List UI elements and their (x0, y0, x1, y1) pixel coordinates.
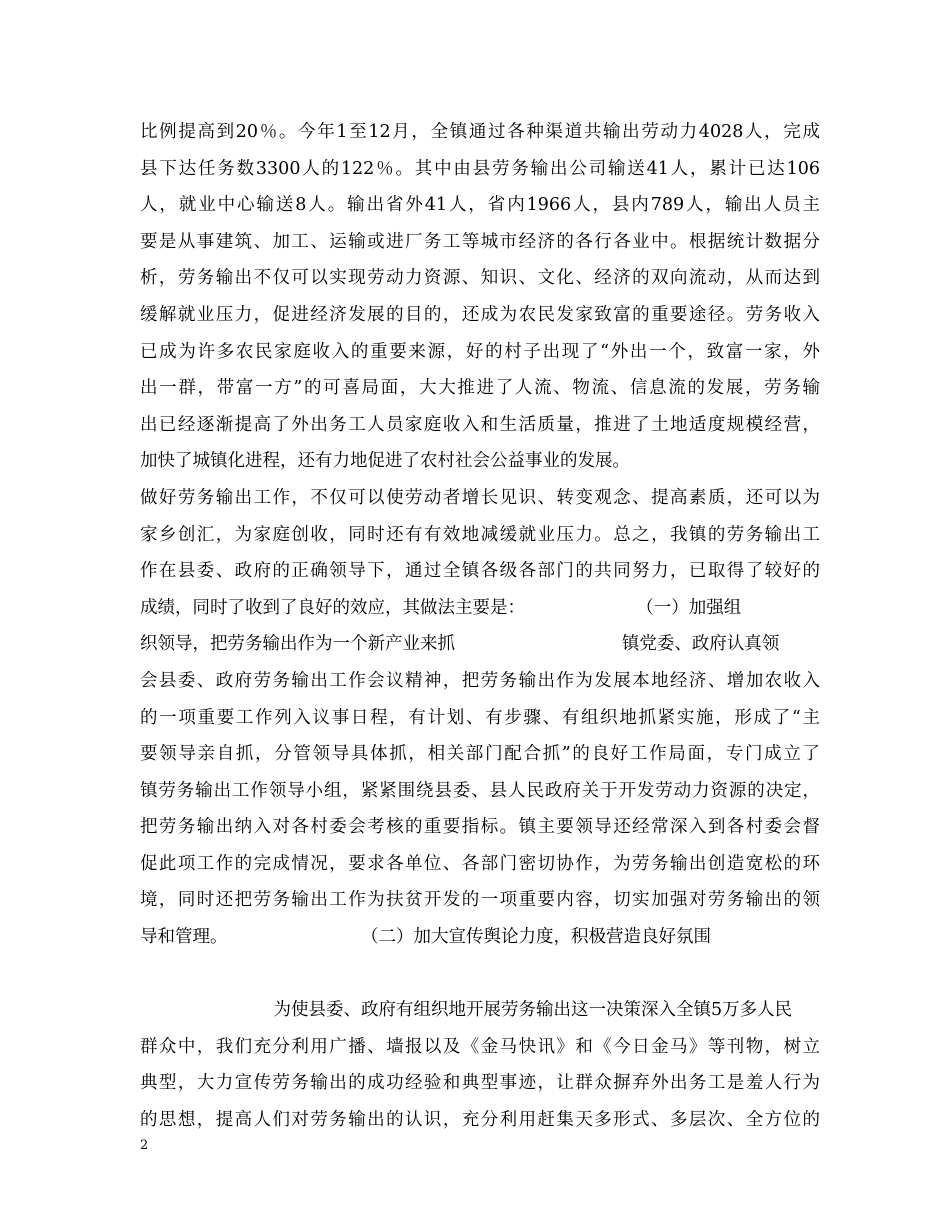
text-line: 典型，大力宣传劳务输出的成功经验和典型事迹，让群众摒弃外出务工是羞人行为 (140, 1073, 820, 1094)
text-line: 人，就业中心输送8人。输出省外41人，省内1966人，县内789人，输出人员主 (140, 195, 820, 216)
text-line: 境，同时还把劳务输出工作为扶贫开发的一项重要内容，切实加强对劳务输出的领 (140, 890, 820, 911)
text-line: 县下达任务数3300人的122％。其中由县劳务输出公司输送41人，累计已达106 (140, 158, 820, 179)
text-line: 会县委、政府劳务输出工作会议精神，把劳务输出作为发展本地经济、增加农收入 (140, 670, 820, 691)
text-line: 出一群，带富一方”的可喜局面，大大推进了人流、物流、信息流的发展，劳务输 (140, 378, 820, 399)
text-line: 成绩，同时了收到了良好的效应，其做法主要是： （一）加强组 (140, 597, 742, 618)
text-line: 织领导，把劳务输出作为一个新产业来抓 镇党委、政府认真领 (140, 634, 780, 655)
text-line: 做好劳务输出工作，不仅可以使劳动者增长见识、转变观念、提高素质，还可以为 (140, 487, 820, 508)
text-line: 把劳务输出纳入对各村委会考核的重要指标。镇主要领导还经常深入到各村委会督 (140, 817, 820, 838)
text-line: 要领导亲自抓，分管领导具体抓，相关部门配合抓”的良好工作局面，专门成立了 (140, 744, 820, 765)
text-line: 的思想，提高人们对劳务输出的认识，充分利用赶集天多形式、多层次、全方位的 (140, 1110, 820, 1131)
page-number: 2 (140, 1138, 149, 1153)
text-line: 镇劳务输出工作领导小组，紧紧围绕县委、县人民政府关于开发劳动力资源的决定， (140, 780, 820, 801)
text-line: 已成为许多农民家庭收入的重要来源，好的村子出现了“外出一个，致富一家，外 (140, 341, 820, 362)
text-line: 作在县委、政府的正确领导下，通过全镇各级各部门的共同努力，已取得了较好的 (140, 561, 820, 582)
text-line: 家乡创汇，为家庭创收，同时还有有效地减缓就业压力。总之，我镇的劳务输出工 (140, 524, 820, 545)
text-line: 加快了城镇化进程，还有力地促进了农村社会公益事业的发展。 (140, 451, 630, 472)
text-line: 要是从事建筑、加工、运输或进厂务工等城市经济的各行各业中。根据统计数据分 (140, 231, 820, 252)
text-line: 出已经逐渐提高了外出务工人员家庭收入和生活质量，推进了土地适度规模经营， (140, 414, 820, 435)
text-line: 导和管理。 （二）加大宣传舆论力度，积极营造良好氛围 (140, 927, 712, 948)
text-line: 的一项重要工作列入议事日程，有计划、有步骤、有组织地抓紧实施，形成了“主 (140, 707, 820, 728)
text-line: 比例提高到20％。今年1至12月，全镇通过各种渠道共输出劳动力4028人，完成 (140, 122, 820, 142)
text-line: 为使县委、政府有组织地开展劳务输出这一决策深入全镇5万多人民 (140, 1000, 793, 1021)
text-line: 群众中，我们充分利用广播、墙报以及《金马快讯》和《今日金马》等刊物，树立 (140, 1036, 820, 1057)
body-text (140, 114, 820, 1139)
text-line: 缓解就业压力，促进经济发展的目的，还成为农民发家致富的重要途径。劳务收入 (140, 304, 820, 325)
text-line: 促此项工作的完成情况，要求各单位、各部门密切协作，为劳务输出创造宽松的环 (140, 853, 820, 874)
text-line: 析，劳务输出不仅可以实现劳动力资源、知识、文化、经济的双向流动，从而达到 (140, 268, 820, 289)
text-line-blank (140, 956, 820, 993)
